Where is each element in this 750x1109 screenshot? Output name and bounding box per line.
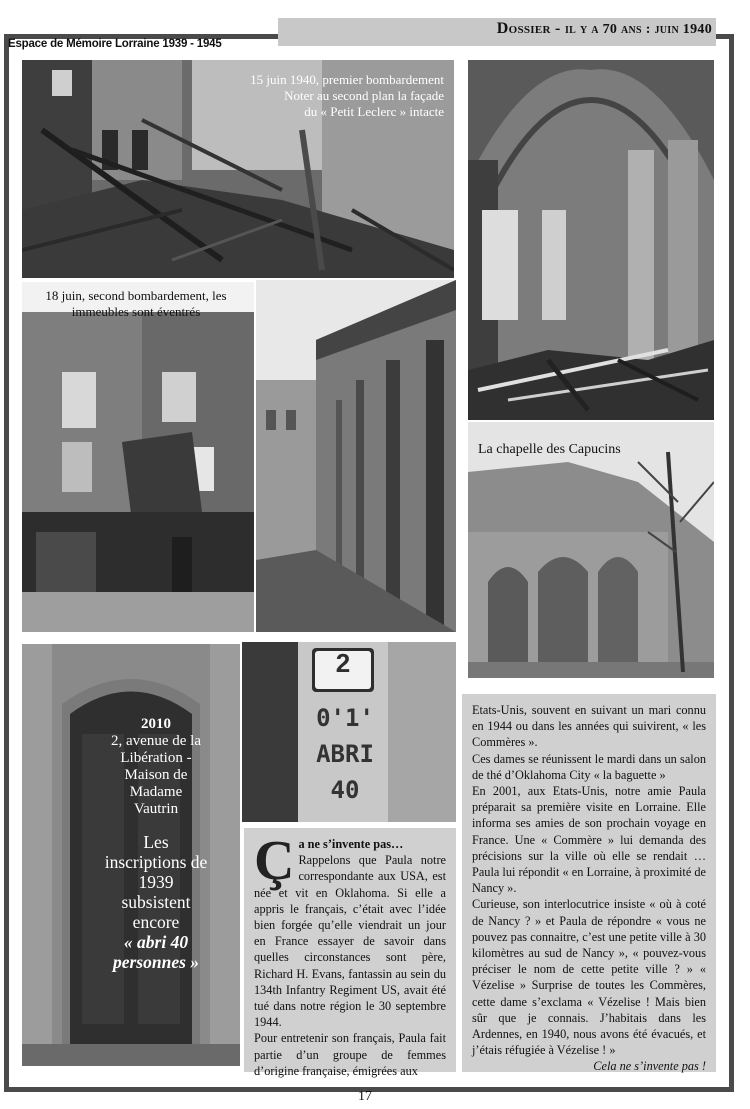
article-left-p2: Pour entretenir son français, Paula fait partie d’un groupe de femmes d’origine française, émigrées aux [254, 1031, 446, 1078]
caption-first-bombing: 15 juin 1940, premier bombardement Noter au second plan la façade du « Petit Leclerc » intacte [250, 72, 444, 119]
caption-second-bombing: 18 juin, second bombardement, les immeubles sont éventrés [45, 288, 227, 319]
sign-text: 0'1' ABRI 40 [316, 704, 374, 804]
photo-second-bombing [22, 282, 254, 632]
caption-chapel: La chapelle des Capucins [478, 442, 621, 457]
page-title: Dossier - il y a 70 ans : juin 1940 [496, 20, 712, 37]
article-right-p2: Ces dames se réunissent le mardi dans un salon de thé d’Oklahoma City « la baguette » [472, 751, 706, 782]
article-right-p3: En 2001, aux Etats-Unis, notre amie Paula préparait sa première visite en Lorraine. Elle informa ses amies de son prochain voyage en France. Une « Commère » lui demanda des précisions sur la ville où elle se rendait … Paula lui répondit « en Lorraine, à proximité de Nancy ». [472, 784, 706, 896]
photo-church-interior [468, 60, 714, 420]
article-left [244, 828, 456, 1078]
photo-chapel-capucins [468, 422, 714, 678]
dropcap: Ç [254, 830, 295, 892]
caption-door: 2010 2, avenue de la Libération - Maison de Madame Vautrin Les inscriptions de 1939 subsistent encore « abri 40 personnes » [104, 716, 208, 972]
photo-arcade-street [256, 280, 456, 632]
article-right-p1: Etats-Unis, souvent en suivant un mari connu en 1944 ou dans les années qui suivirent, « les Commères ». [472, 703, 706, 750]
page-number: 17 [358, 1089, 372, 1104]
article-heading: a ne s’invente pas… [298, 837, 404, 851]
article-right [462, 694, 716, 1072]
site-label: Espace de Mémoire Lorraine 1939 - 1945 [8, 38, 222, 50]
article-right-p4: Curieuse, son interlocutrice insiste « où à coté de Nancy ? » et Paula de répondre « vous ne pouvez pas connaitre, c’est une petite ville à 30 kilomètres au sud de Nancy », « pouvez-vous préciser le nom de cette petite ville ? » « Vézelise » Surprise de toutes les Commères, cette dame s’exclama « Vézelise ! Mais bien sûr que je connais. J’habitais dans les Ardennes, en 1940, nous avons été évacués, et j’étais réfugiée à Vézelise ! » [472, 897, 706, 1058]
article-signature: Cela ne s’invente pas ! [593, 1059, 706, 1074]
article-left-p1: Rappelons que Paula notre correspondante aux USA, est née et vit en Oklahoma. Si elle a appris le français, c’était avec l’idée bien forgée qu’elle viendrait un jour en France essayer de savoir dans quelles circonstances sont père, Richard H. Evans, fantassin au sein du 134th Infantry Regiment US, avait été tué dans notre région le 30 septembre 1944. [254, 853, 446, 1030]
sign-number: 2 [335, 648, 351, 678]
